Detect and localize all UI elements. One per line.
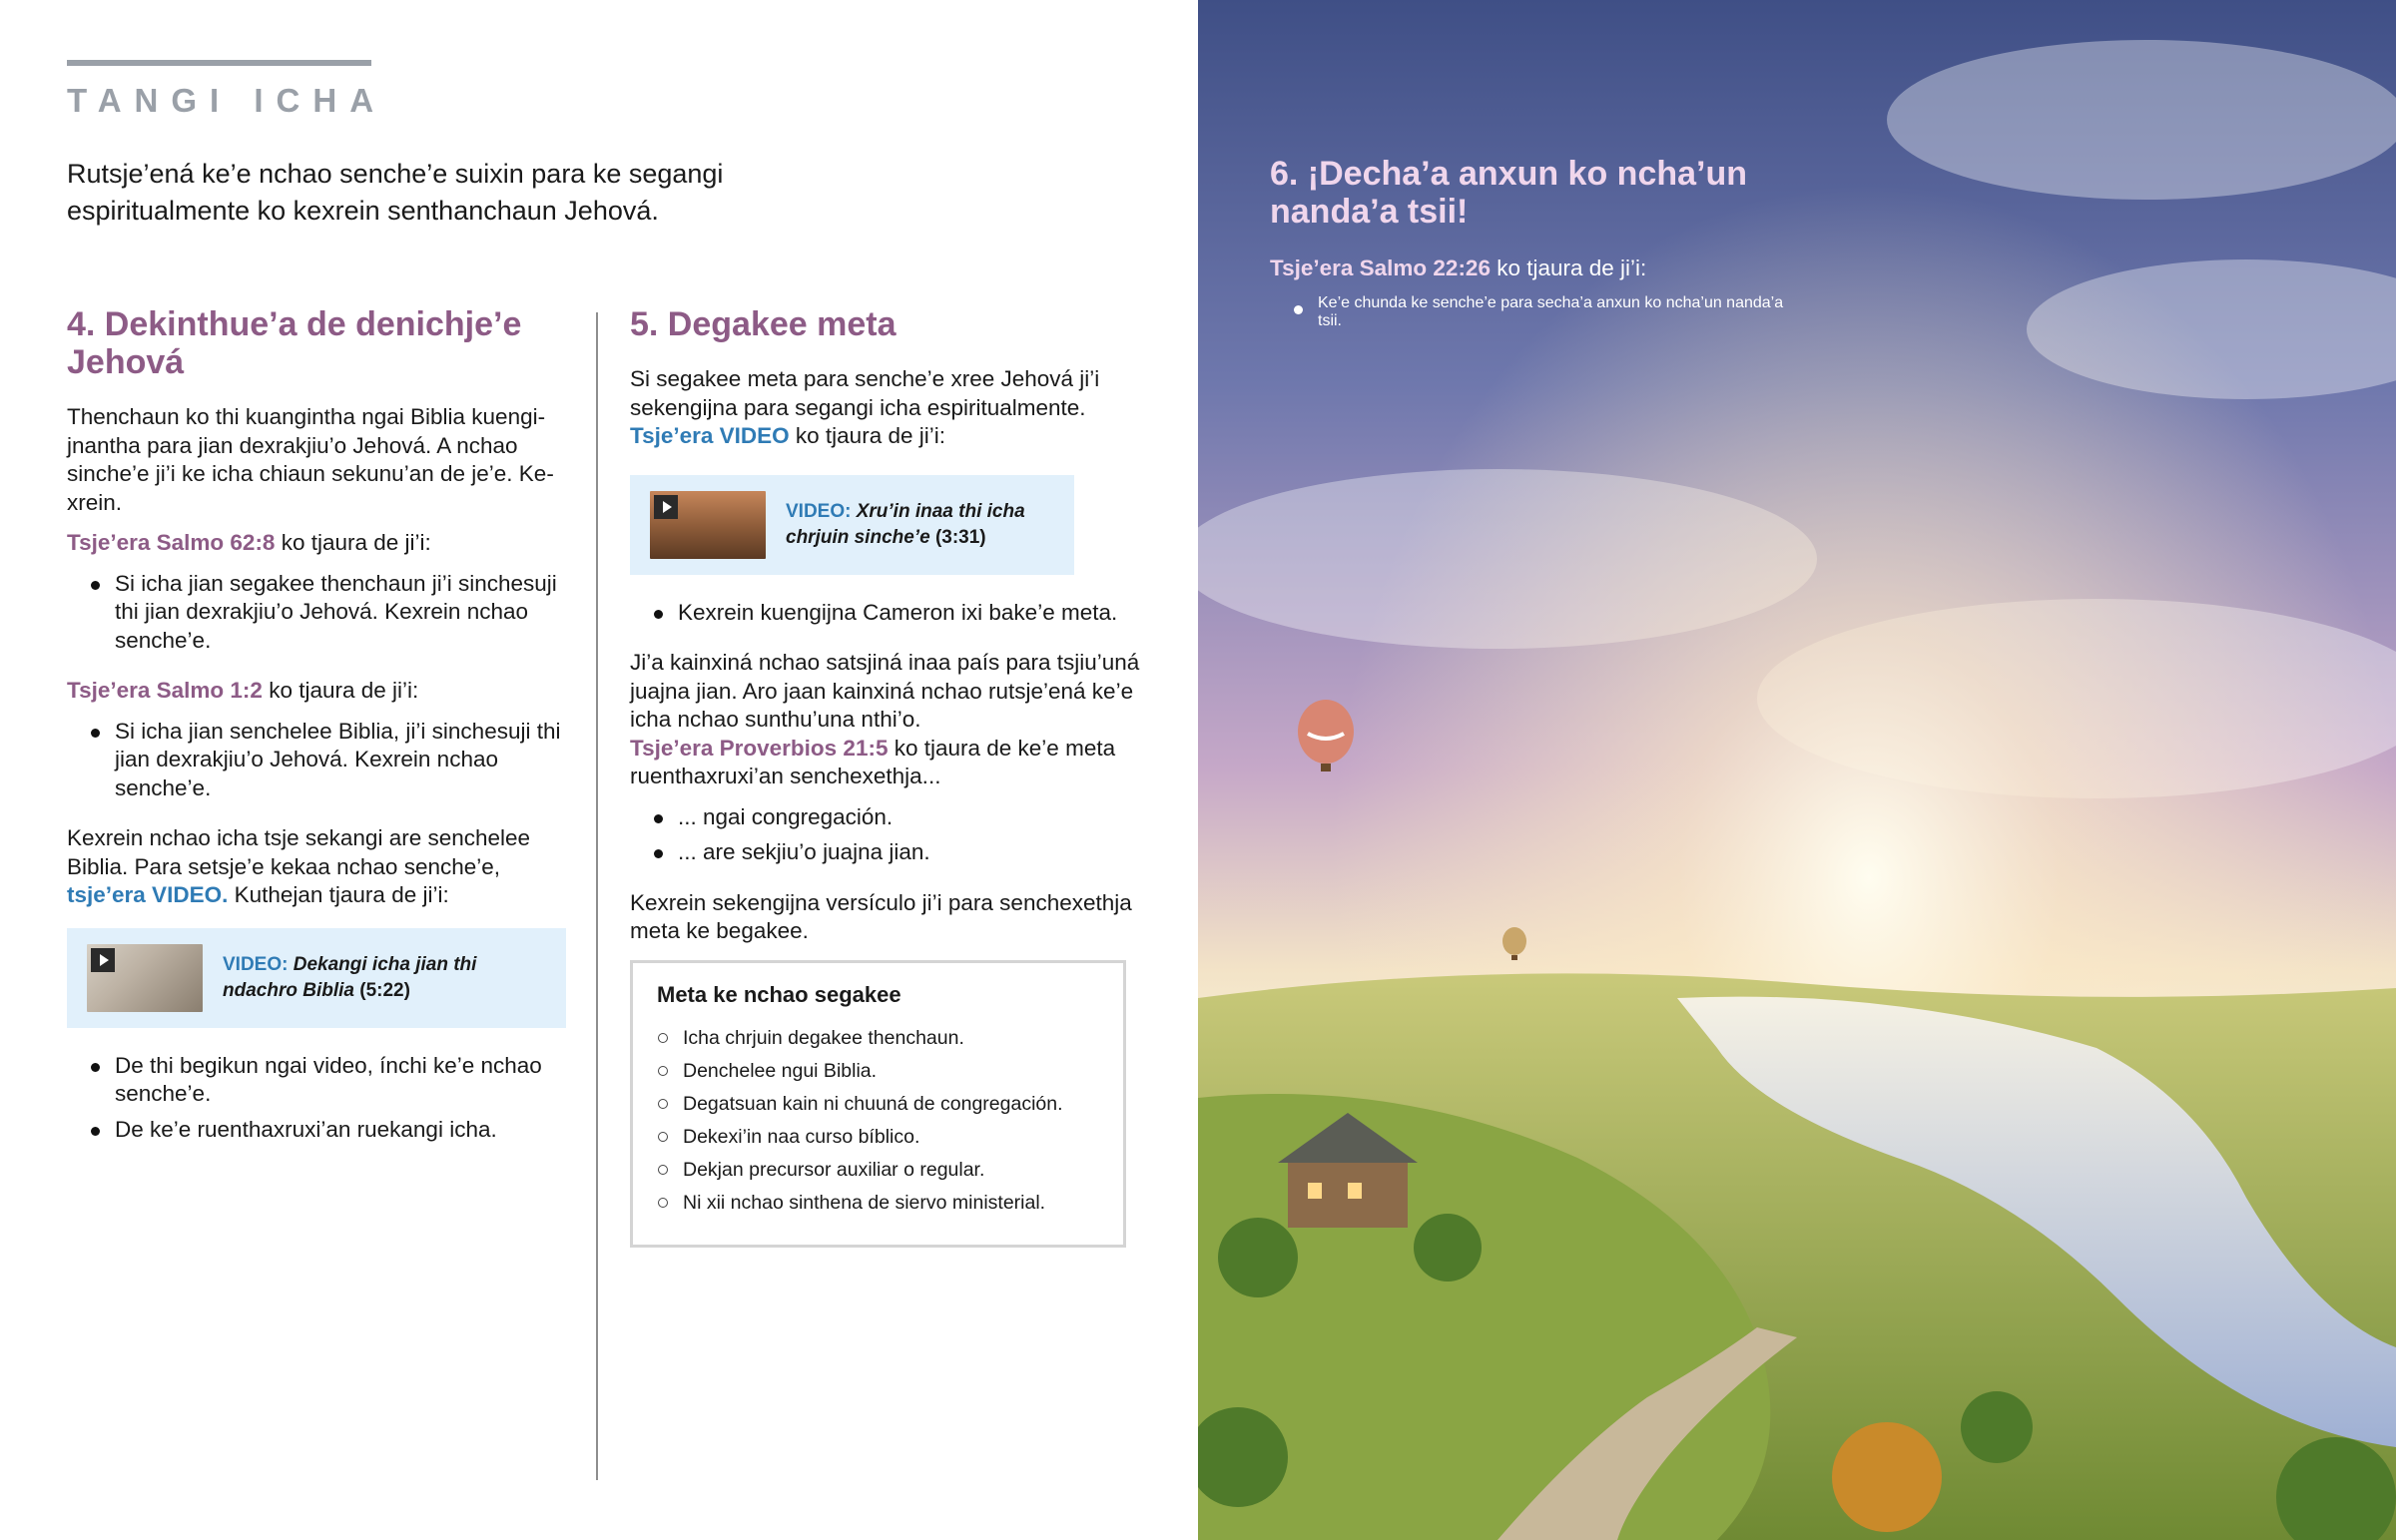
video-label: VIDEO: xyxy=(223,953,289,975)
section-5-ref-line xyxy=(630,735,1149,791)
video-label: VIDEO: xyxy=(786,500,852,522)
goals-list xyxy=(657,1025,1099,1216)
scripture-link-proverbios-21-5[interactable]: Tsje’era Proverbios 21:5 xyxy=(630,735,889,761)
column-section-5 xyxy=(630,305,1149,1248)
list-item: De thi begikun ngai video, ínchi ke’e nchao senche’e. xyxy=(115,1052,566,1109)
list-item: Kexrein kuengijna Cameron ixi bake’e meta. xyxy=(678,599,1149,628)
video-title: Xru’in inaa thi icha chrjuin sinche’e xyxy=(786,500,1025,548)
play-icon[interactable] xyxy=(91,948,115,972)
para-2-tail: Kuthejan tjaura de ji’i: xyxy=(228,882,449,907)
list-item: ... are sekjiu’o juajna jian. xyxy=(678,838,1149,867)
goal-item: Dekjan precursor auxiliar o regular. xyxy=(683,1157,1099,1183)
video-caption xyxy=(786,499,1054,551)
ref-1-tail: ko tjaura de ji’i: xyxy=(275,530,431,555)
video-card-goals[interactable] xyxy=(630,475,1074,575)
section-kicker: TANGI ICHA xyxy=(67,82,387,119)
header-rule xyxy=(67,60,371,66)
list-item: ... ngai congregación. xyxy=(678,803,1149,832)
video-duration: (3:31) xyxy=(934,526,986,548)
section-5-title: 5. Degakee meta xyxy=(630,305,897,343)
section-5-list-2 xyxy=(630,803,1149,867)
scripture-link-salmo-1-2[interactable]: Tsje’era Salmo 1:2 xyxy=(67,678,263,703)
section-5-para-1 xyxy=(630,365,1149,451)
video-caption xyxy=(223,952,546,1004)
list-item: Si icha jian segakee thenchaun ji’i sinchesuji thi jian dexrakjiu’o Jehová. Kexrein nchao senche’e. xyxy=(115,570,566,656)
goals-box xyxy=(630,960,1126,1249)
video-title: Dekangi icha jian thi ndachro Biblia xyxy=(223,953,477,1001)
video-card-bible-reading[interactable] xyxy=(67,928,566,1028)
section-4-ref-1-line xyxy=(67,529,566,558)
section-6 xyxy=(1270,155,1789,352)
goal-item: Denchelee ngui Biblia. xyxy=(683,1058,1099,1084)
para-1-text: Si segakee meta para senche’e xree Jehová ji’i sekengijna para segangi icha espiritualmente. xyxy=(630,366,1100,420)
list-item: Ke’e chunda ke senche’e para secha’a anxun ko ncha’un nanda’a tsii. xyxy=(1318,294,1789,330)
right-page-illustration xyxy=(1198,0,2396,1540)
section-5-para-2: Ji’a kainxiná nchao satsjiná inaa país para tsjiu’uná juajna jian. Aro jaan kainxiná nchao rutsje’ená ke’e icha nchao sunthu’una nthi’o. xyxy=(630,650,1140,732)
section-4-para-1: Thenchaun ko thi kuangintha ngai Biblia kuengijnantha para jian dexrakjiu’o Jehová. A nchao sinche’e ji’i ke icha chiaun sekunu’an de je’e. Kexrein. xyxy=(67,404,554,515)
goal-item: Dekexi’in naa curso bíblico. xyxy=(683,1124,1099,1150)
section-5-para-3: Kexrein sekengijna versículo ji’i para senchexethja meta ke begakee. xyxy=(630,889,1132,943)
section-6-list xyxy=(1270,294,1789,330)
video-thumbnail[interactable] xyxy=(650,491,766,559)
link-tail: ko tjaura de ji’i: xyxy=(789,423,945,448)
video-link[interactable]: Tsje’era VIDEO xyxy=(630,423,790,448)
section-4-ref-2-line xyxy=(67,677,566,706)
video-duration: (5:22) xyxy=(359,979,410,1001)
scripture-link-salmo-22-26[interactable]: Tsje’era Salmo 22:26 xyxy=(1270,256,1491,280)
goal-item: Ni xii nchao sinthena de siervo ministerial. xyxy=(683,1190,1099,1216)
section-6-ref-line xyxy=(1270,255,1789,282)
play-icon[interactable] xyxy=(654,495,678,519)
video-link[interactable]: tsje’era VIDEO. xyxy=(67,882,229,907)
column-section-4 xyxy=(67,305,566,1166)
section-4-list-2 xyxy=(67,718,566,803)
goal-item: Icha chrjuin degakee thenchaun. xyxy=(683,1025,1099,1051)
para-2-text: Kexrein nchao icha tsje sekangi are senchelee Biblia. Para setsje’e kekaa nchao senche’e, xyxy=(67,825,531,879)
list-item: De ke’e ruenthaxruxi’an ruekangi icha. xyxy=(115,1116,566,1145)
goals-title: Meta ke nchao segakee xyxy=(657,981,901,1007)
ref-2-tail: ko tjaura de ji’i: xyxy=(262,678,419,703)
goal-item: Degatsuan kain ni chuuná de congregación. xyxy=(683,1091,1099,1117)
section-4-para-2 xyxy=(67,824,566,910)
section-4-title: 4. Dekinthue’a de denichje’e Jehová xyxy=(67,305,522,381)
intro-text: Rutsje’ená ke’e nchao senche’e suixin para ke segangi espiritualmente ko kexrein senthanchaun Jehová. xyxy=(67,159,724,226)
ref-tail: ko tjaura de ke’e meta ruenthaxruxi’an senchexethja... xyxy=(630,735,1116,788)
section-6-title: 6. ¡Decha’a anxun ko ncha’un nanda’a tsii! xyxy=(1270,155,1748,231)
scripture-link-salmo-62-8[interactable]: Tsje’era Salmo 62:8 xyxy=(67,530,276,555)
list-item: Si icha jian senchelee Biblia, ji’i sinchesuji thi jian dexrakjiu’o Jehová. Kexrein nchao senche’e. xyxy=(115,718,566,803)
section-4-list-3 xyxy=(67,1052,566,1145)
ref-tail: ko tjaura de ji’i: xyxy=(1490,256,1647,280)
video-thumbnail[interactable] xyxy=(87,944,203,1012)
column-divider xyxy=(596,312,598,1480)
section-5-list-1 xyxy=(630,599,1149,628)
section-4-list-1 xyxy=(67,570,566,656)
